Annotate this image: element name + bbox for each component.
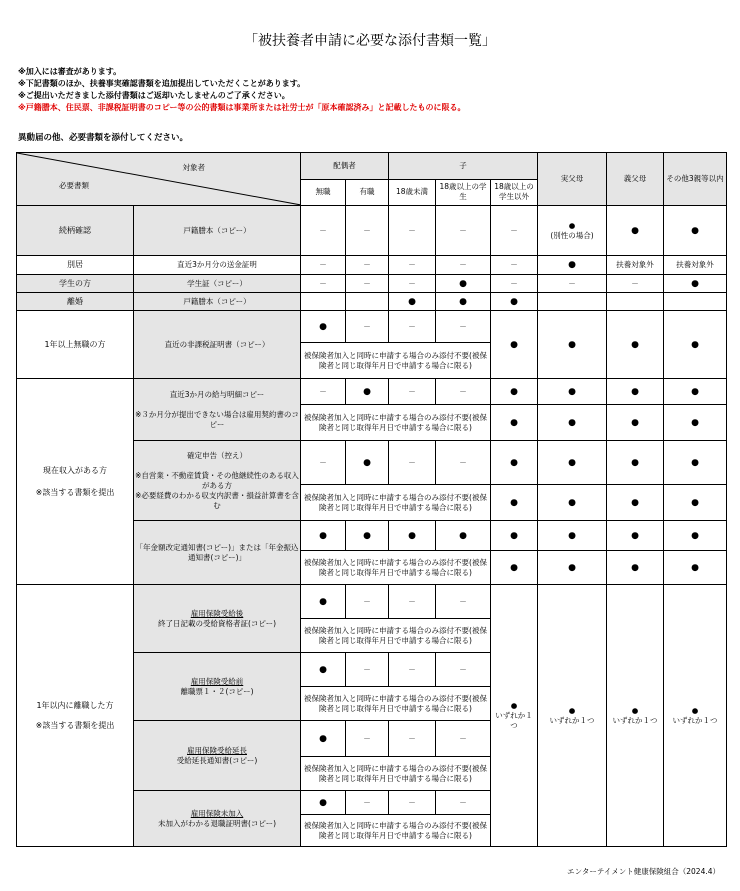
header-required-docs: 必要書類 bbox=[59, 181, 89, 190]
cell-empty bbox=[664, 293, 727, 311]
doc-sub: ※３か月分が提出できない場合は雇用契約書のコピー bbox=[135, 409, 299, 429]
cell-dash: － bbox=[491, 256, 538, 275]
cell-dash: － bbox=[389, 721, 436, 757]
cell-dot: ● bbox=[346, 379, 389, 405]
row-category: 続柄確認 bbox=[17, 206, 134, 256]
cell-dot-note bbox=[538, 206, 607, 256]
cell-dash: － bbox=[389, 256, 436, 275]
dot-mark: ● bbox=[568, 220, 576, 230]
cell-dot: ● bbox=[664, 405, 727, 441]
cell-dot: ● bbox=[301, 653, 346, 687]
cell-dash: － bbox=[389, 275, 436, 293]
cell-dash: － bbox=[301, 275, 346, 293]
doc-sub: 終了日記載の受給資格者証(コピー) bbox=[157, 618, 277, 628]
cell-dot: ● bbox=[301, 585, 346, 619]
cell-either-one bbox=[538, 585, 607, 847]
cell-dash: － bbox=[607, 275, 664, 293]
cell-dot: ● bbox=[491, 441, 538, 485]
cell-dot: ● bbox=[607, 441, 664, 485]
cell-dot: ● bbox=[607, 206, 664, 256]
separate-note: (別性の場合) bbox=[550, 230, 594, 240]
simul-note: 被保険者加入と同時に申請する場合のみ添付不要(被保険者と同じ取得年月日で申請する場合に限る) bbox=[301, 687, 491, 721]
header-no-job: 無職 bbox=[301, 179, 346, 206]
doc-sub: 未加入がわかる退職証明書(コピー) bbox=[157, 818, 277, 828]
cell-dot: ● bbox=[607, 379, 664, 405]
cell-dash: － bbox=[346, 585, 389, 619]
cell-dot: ● bbox=[538, 256, 607, 275]
cell-empty bbox=[607, 293, 664, 311]
cell-dot: ● bbox=[346, 521, 389, 551]
cell-dash: － bbox=[346, 256, 389, 275]
row-category: 学生の方 bbox=[17, 275, 134, 293]
cell-dash: － bbox=[436, 585, 491, 619]
simul-note: 被保険者加入と同時に申請する場合のみ添付不要(被保険者と同じ取得年月日で申請する場合に限る) bbox=[301, 343, 491, 379]
cell-dot: ● bbox=[491, 405, 538, 441]
cell-dash: － bbox=[436, 791, 491, 815]
doc-sub: ※自営業・不動産賃貸・その他継続性のある収入がある方 bbox=[135, 470, 299, 490]
cell-dot: ● bbox=[301, 311, 346, 343]
header-over18-student: 18歳以上の学生 bbox=[436, 179, 491, 206]
cell-dot: ● bbox=[389, 521, 436, 551]
row-document-pension: 「年金額改定通知書(コピー)」または「年金振込通知書(コピー)」 bbox=[134, 521, 301, 585]
cell-dot: ● bbox=[538, 311, 607, 379]
header-child: 子 bbox=[389, 153, 538, 180]
cell-dot: ● bbox=[301, 791, 346, 815]
row-category: 1年以上無職の方 bbox=[17, 311, 134, 379]
cell-dash: － bbox=[301, 379, 346, 405]
dot-mark: ● bbox=[691, 705, 699, 715]
cell-dot: ● bbox=[538, 551, 607, 585]
cell-dash: － bbox=[346, 791, 389, 815]
simul-note: 被保険者加入と同時に申請する場合のみ添付不要(被保険者と同じ取得年月日で申請する場合に限る) bbox=[301, 815, 491, 847]
row-document-ins-none bbox=[134, 791, 301, 847]
note-line: ※加入には審査があります。 bbox=[18, 67, 122, 76]
lead-text: 異動届の他、必要書類を添付してください。 bbox=[18, 133, 189, 143]
row-document: 直近の非課税証明書（コピー） bbox=[134, 311, 301, 379]
cell-dash: － bbox=[436, 721, 491, 757]
doc-title: 雇用保険受給延長 bbox=[187, 745, 247, 755]
cell-dash: － bbox=[436, 653, 491, 687]
row-document-ins-after bbox=[134, 585, 301, 653]
cell-either-one bbox=[607, 585, 664, 847]
simul-note: 被保険者加入と同時に申請する場合のみ添付不要(被保険者と同じ取得年月日で申請する場合に限る) bbox=[301, 485, 491, 521]
doc-sub: 離職票１・２(コピー) bbox=[180, 686, 254, 696]
documents-table bbox=[16, 152, 727, 847]
cell-dot: ● bbox=[607, 551, 664, 585]
cell-dash: － bbox=[301, 206, 346, 256]
cell-dash: － bbox=[436, 379, 491, 405]
cell-dot: ● bbox=[538, 405, 607, 441]
cell-dash: － bbox=[491, 206, 538, 256]
dot-mark: ● bbox=[510, 700, 518, 710]
cell-dash: － bbox=[346, 206, 389, 256]
header-spouse: 配偶者 bbox=[301, 153, 389, 180]
dot-mark: ● bbox=[631, 705, 639, 715]
row-category-income bbox=[17, 379, 134, 585]
cell-dash: － bbox=[389, 311, 436, 343]
doc-title: 雇用保険受給後 bbox=[190, 608, 244, 618]
cell-empty bbox=[346, 293, 389, 311]
row-document: 学生証（コピー） bbox=[134, 275, 301, 293]
header-target: 対象者 bbox=[182, 163, 205, 172]
note-line-red: ※戸籍謄本、住民票、非課税証明書のコピー等の公的書類は事業所または社労士が「原本確認済み」と記載したものに限る。 bbox=[18, 103, 466, 112]
either-label: いずれか１つ bbox=[549, 715, 595, 725]
category-label: 現在収入がある方 bbox=[43, 465, 107, 475]
cell-not-eligible: 扶養対象外 bbox=[607, 256, 664, 275]
note-line: ※下記書類のほか、扶養事実確認書類を追加提出していただくことがあります。 bbox=[18, 79, 306, 88]
header-parents: 実父母 bbox=[538, 153, 607, 206]
row-category: 離婚 bbox=[17, 293, 134, 311]
cell-empty bbox=[301, 293, 346, 311]
cell-dot: ● bbox=[436, 275, 491, 293]
cell-dot: ● bbox=[664, 551, 727, 585]
header-parents-in-law: 義父母 bbox=[607, 153, 664, 206]
cell-dash: － bbox=[538, 275, 607, 293]
row-document: 戸籍謄本（コピー） bbox=[134, 293, 301, 311]
cell-dash: － bbox=[346, 275, 389, 293]
cell-dash: － bbox=[491, 275, 538, 293]
cell-dot: ● bbox=[491, 293, 538, 311]
simul-note: 被保険者加入と同時に申請する場合のみ添付不要(被保険者と同じ取得年月日で申請する場合に限る) bbox=[301, 405, 491, 441]
cell-dot: ● bbox=[346, 441, 389, 485]
cell-dot: ● bbox=[664, 441, 727, 485]
row-document: 直近3か月分の送金証明 bbox=[134, 256, 301, 275]
note-line: ※ご提出いただきました添付書類はご返却いたしませんのご了承ください。 bbox=[18, 91, 290, 100]
doc-title: 確定申告（控え） bbox=[187, 450, 247, 460]
header-diagonal-cell bbox=[17, 153, 301, 206]
cell-dot: ● bbox=[491, 379, 538, 405]
footer-org: エンターテイメント健康保険組合（2024.4） bbox=[567, 867, 720, 876]
category-sublabel: ※該当する書類を提出 bbox=[35, 487, 115, 497]
cell-dot: ● bbox=[607, 485, 664, 521]
cell-dash: － bbox=[389, 791, 436, 815]
notes bbox=[18, 66, 465, 114]
either-label: いずれか１つ bbox=[672, 715, 718, 725]
cell-dash: － bbox=[389, 441, 436, 485]
cell-dot: ● bbox=[538, 379, 607, 405]
simul-note: 被保険者加入と同時に申請する場合のみ添付不要(被保険者と同じ取得年月日で申請する場合に限る) bbox=[301, 757, 491, 791]
cell-dot: ● bbox=[491, 551, 538, 585]
doc-sub: 受給延長通知書(コピー) bbox=[176, 755, 258, 765]
cell-dot: ● bbox=[436, 521, 491, 551]
doc-title: 雇用保険受給前 bbox=[190, 676, 244, 686]
header-has-job: 有職 bbox=[346, 179, 389, 206]
cell-dash: － bbox=[389, 585, 436, 619]
cell-not-eligible: 扶養対象外 bbox=[664, 256, 727, 275]
cell-dash: － bbox=[346, 721, 389, 757]
doc-sub: ※必要経費のわかる収支内訳書・損益計算書を含む bbox=[135, 490, 299, 510]
cell-dot: ● bbox=[491, 311, 538, 379]
cell-dot: ● bbox=[664, 206, 727, 256]
row-document-ins-ext bbox=[134, 721, 301, 791]
cell-dash: － bbox=[436, 206, 491, 256]
header-over18-other: 18歳以上の学生以外 bbox=[491, 179, 538, 206]
cell-dash: － bbox=[436, 256, 491, 275]
row-document-salary bbox=[134, 379, 301, 441]
cell-dot: ● bbox=[607, 311, 664, 379]
simul-note: 被保険者加入と同時に申請する場合のみ添付不要(被保険者と同じ取得年月日で申請する場合に限る) bbox=[301, 551, 491, 585]
cell-dash: － bbox=[301, 256, 346, 275]
diagonal-line bbox=[17, 153, 301, 205]
cell-dash: － bbox=[389, 379, 436, 405]
cell-dash: － bbox=[346, 311, 389, 343]
cell-dot: ● bbox=[436, 293, 491, 311]
row-category-left-job bbox=[17, 585, 134, 847]
cell-either-one bbox=[664, 585, 727, 847]
simul-note: 被保険者加入と同時に申請する場合のみ添付不要(被保険者と同じ取得年月日で申請する場合に限る) bbox=[301, 619, 491, 653]
cell-dash: － bbox=[389, 653, 436, 687]
cell-dash: － bbox=[301, 441, 346, 485]
cell-dot: ● bbox=[389, 293, 436, 311]
cell-dot: ● bbox=[538, 441, 607, 485]
cell-dot: ● bbox=[607, 521, 664, 551]
row-document-ins-before bbox=[134, 653, 301, 721]
cell-dot: ● bbox=[538, 521, 607, 551]
cell-empty bbox=[538, 293, 607, 311]
cell-dot: ● bbox=[664, 379, 727, 405]
cell-dot: ● bbox=[301, 721, 346, 757]
cell-dash: － bbox=[389, 206, 436, 256]
row-category: 別居 bbox=[17, 256, 134, 275]
header-other: その他3親等以内 bbox=[664, 153, 727, 206]
category-sublabel: ※該当する書類を提出 bbox=[35, 720, 115, 730]
page-title: 「被扶養者申請に必要な添付書類一覧」 bbox=[244, 33, 496, 49]
cell-dot: ● bbox=[664, 311, 727, 379]
cell-dash: － bbox=[436, 441, 491, 485]
row-document: 戸籍謄本（コピー） bbox=[134, 206, 301, 256]
cell-dot: ● bbox=[664, 485, 727, 521]
cell-either-one bbox=[491, 585, 538, 847]
cell-dot: ● bbox=[491, 485, 538, 521]
header-under18: 18歳未満 bbox=[389, 179, 436, 206]
cell-dot: ● bbox=[664, 275, 727, 293]
either-label: いずれか１つ bbox=[612, 715, 658, 725]
row-document-tax bbox=[134, 441, 301, 521]
either-label: いずれか１つ bbox=[495, 710, 533, 730]
cell-dash: － bbox=[436, 311, 491, 343]
dot-mark: ● bbox=[568, 705, 576, 715]
doc-title: 直近3か月の給与明細コピー bbox=[169, 389, 265, 399]
cell-dot: ● bbox=[538, 485, 607, 521]
doc-title: 雇用保険未加入 bbox=[190, 808, 244, 818]
cell-dot: ● bbox=[491, 521, 538, 551]
category-label: 1年以内に離職した方 bbox=[36, 700, 114, 710]
cell-dot: ● bbox=[664, 521, 727, 551]
cell-dash: － bbox=[346, 653, 389, 687]
cell-dot: ● bbox=[301, 521, 346, 551]
cell-dot: ● bbox=[607, 405, 664, 441]
